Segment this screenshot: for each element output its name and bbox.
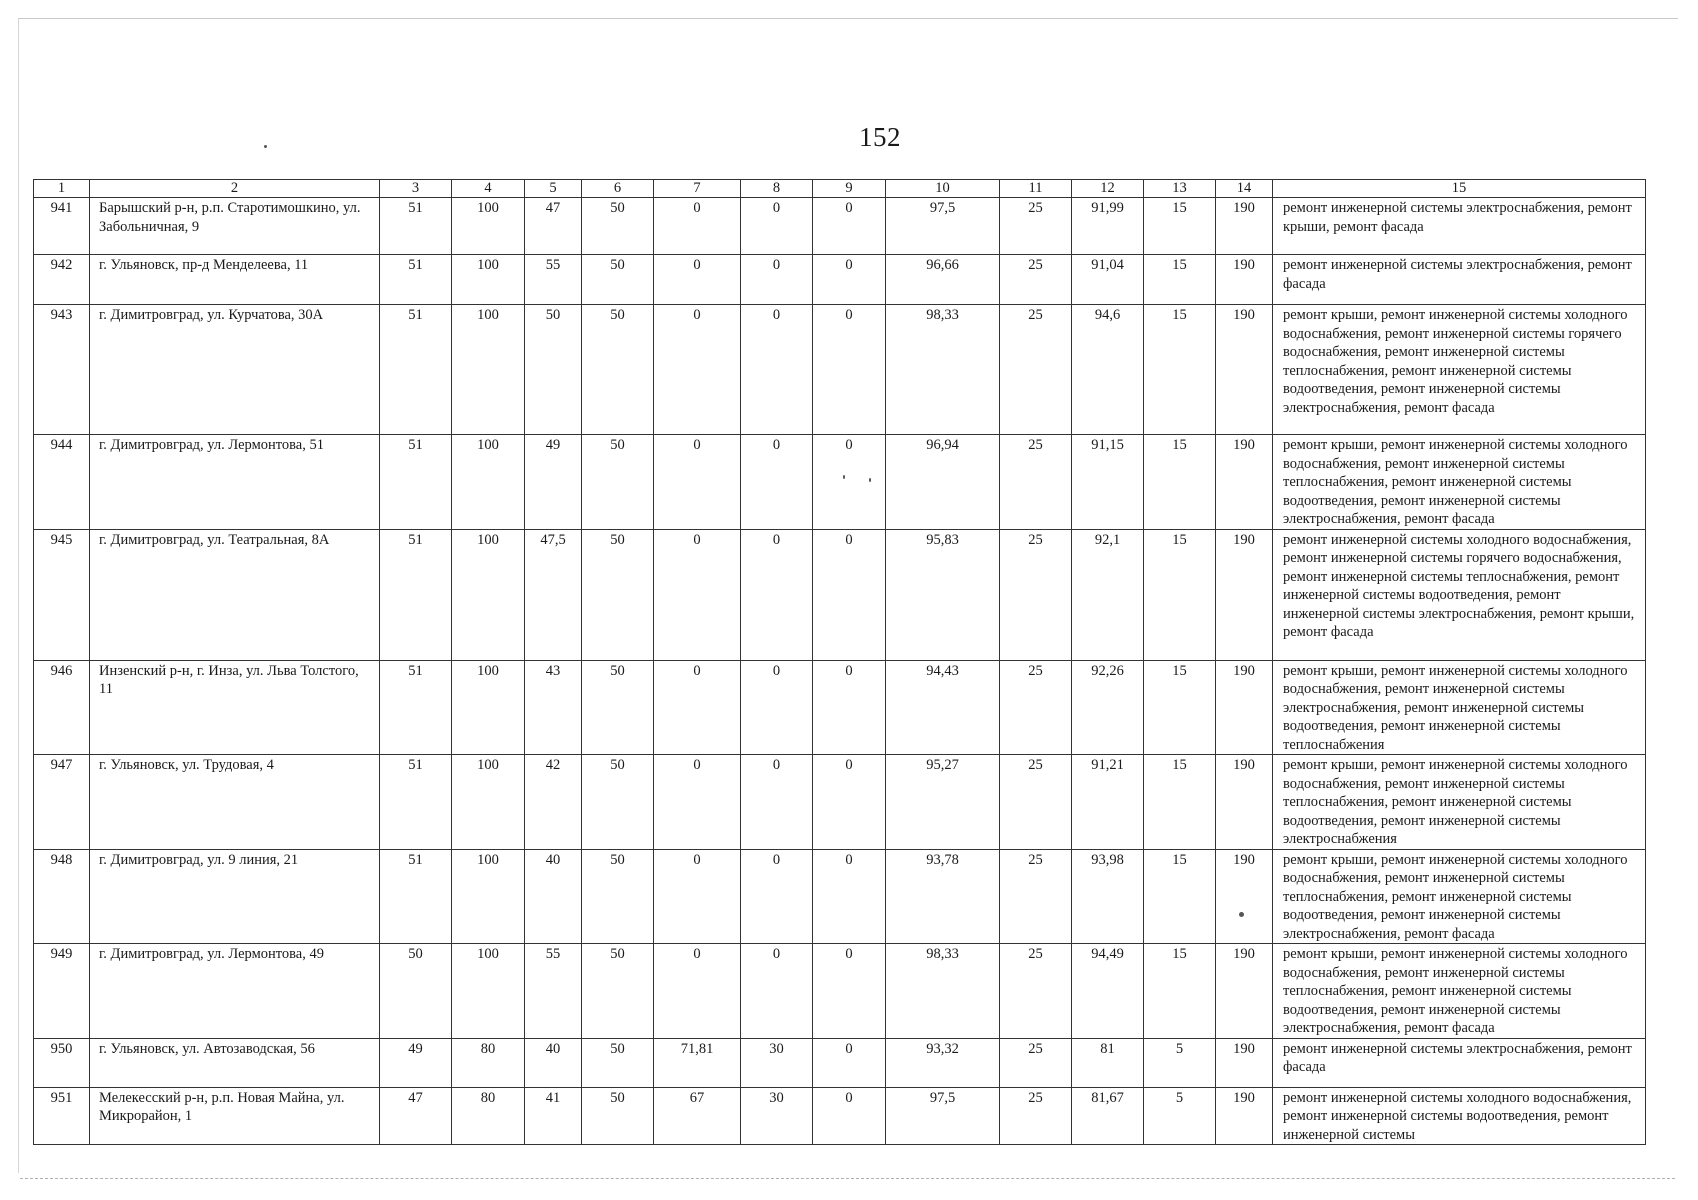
value-cell: 30 <box>741 1087 813 1145</box>
address-cell: г. Димитровград, ул. Лермонтова, 51 <box>90 435 380 530</box>
column-number-header: 14 <box>1216 180 1273 198</box>
value-cell: 98,33 <box>886 944 1000 1039</box>
value-cell: 50 <box>582 255 654 305</box>
address-cell: г. Димитровград, ул. 9 линия, 21 <box>90 849 380 944</box>
column-number-header: 8 <box>741 180 813 198</box>
address-cell: г. Ульяновск, ул. Трудовая, 4 <box>90 755 380 850</box>
table-row <box>34 1087 1646 1145</box>
column-number-header: 12 <box>1072 180 1144 198</box>
value-cell: 51 <box>380 660 452 755</box>
work-types-cell: ремонт крыши, ремонт инженерной системы холодного водоснабжения, ремонт инженерной системы теплоснабжения, ремонт инженерной системы водоотведения, ремонт инженерной системы электроснабжения, ремонт фасада <box>1273 435 1646 530</box>
value-cell: 50 <box>582 660 654 755</box>
scan-edge-left <box>18 18 19 1173</box>
value-cell: 0 <box>741 660 813 755</box>
address-cell: Барышский р-н, р.п. Старотимошкино, ул. Забольничная, 9 <box>90 198 380 255</box>
table-row <box>34 849 1646 944</box>
work-types-cell: ремонт крыши, ремонт инженерной системы холодного водоснабжения, ремонт инженерной системы теплоснабжения, ремонт инженерной системы водоотведения, ремонт инженерной системы электроснабжения <box>1273 755 1646 850</box>
value-cell: 49 <box>380 1038 452 1087</box>
column-number-header: 6 <box>582 180 654 198</box>
column-number-header: 11 <box>1000 180 1072 198</box>
value-cell: 0 <box>813 849 886 944</box>
value-cell: 5 <box>1144 1087 1216 1145</box>
table-row <box>34 435 1646 530</box>
value-cell: 0 <box>813 1038 886 1087</box>
value-cell: 51 <box>380 255 452 305</box>
value-cell: 100 <box>452 255 525 305</box>
value-cell: 190 <box>1216 198 1273 255</box>
value-cell: 67 <box>654 1087 741 1145</box>
table-row <box>34 1038 1646 1087</box>
scan-speck <box>869 478 871 482</box>
column-number-row <box>34 180 1646 198</box>
value-cell: 51 <box>380 529 452 660</box>
value-cell: 93,78 <box>886 849 1000 944</box>
value-cell: 92,26 <box>1072 660 1144 755</box>
value-cell: 25 <box>1000 529 1072 660</box>
value-cell: 25 <box>1000 435 1072 530</box>
table-body <box>34 198 1646 1145</box>
value-cell: 96,94 <box>886 435 1000 530</box>
value-cell: 93,98 <box>1072 849 1144 944</box>
table-row <box>34 529 1646 660</box>
value-cell: 100 <box>452 435 525 530</box>
value-cell: 25 <box>1000 755 1072 850</box>
value-cell: 15 <box>1144 755 1216 850</box>
table-row <box>34 255 1646 305</box>
value-cell: 94,43 <box>886 660 1000 755</box>
value-cell: 50 <box>582 198 654 255</box>
value-cell: 50 <box>582 1087 654 1145</box>
value-cell: 25 <box>1000 944 1072 1039</box>
value-cell: 96,66 <box>886 255 1000 305</box>
value-cell: 98,33 <box>886 305 1000 435</box>
address-cell: Мелекесский р-н, р.п. Новая Майна, ул. Микрорайон, 1 <box>90 1087 380 1145</box>
row-number-cell: 943 <box>34 305 90 435</box>
value-cell: 91,99 <box>1072 198 1144 255</box>
work-types-cell: ремонт крыши, ремонт инженерной системы холодного водоснабжения, ремонт инженерной системы горячего водоснабжения, ремонт инженерной системы теплоснабжения, ремонт инженерной системы водоотведения, ремонт инженерной системы электроснабжения, ремонт фасада <box>1273 305 1646 435</box>
value-cell: 0 <box>741 849 813 944</box>
row-number-cell: 950 <box>34 1038 90 1087</box>
work-types-cell: ремонт инженерной системы электроснабжения, ремонт крыши, ремонт фасада <box>1273 198 1646 255</box>
value-cell: 190 <box>1216 849 1273 944</box>
value-cell: 91,04 <box>1072 255 1144 305</box>
value-cell: 190 <box>1216 1087 1273 1145</box>
value-cell: 0 <box>654 529 741 660</box>
value-cell: 190 <box>1216 755 1273 850</box>
value-cell: 25 <box>1000 198 1072 255</box>
value-cell: 97,5 <box>886 1087 1000 1145</box>
value-cell: 51 <box>380 198 452 255</box>
value-cell: 47 <box>525 198 582 255</box>
value-cell: 51 <box>380 849 452 944</box>
value-cell: 41 <box>525 1087 582 1145</box>
value-cell: 42 <box>525 755 582 850</box>
value-cell: 80 <box>452 1087 525 1145</box>
value-cell: 50 <box>582 944 654 1039</box>
column-number-header: 10 <box>886 180 1000 198</box>
row-number-cell: 944 <box>34 435 90 530</box>
value-cell: 81 <box>1072 1038 1144 1087</box>
value-cell: 51 <box>380 755 452 850</box>
work-types-cell: ремонт крыши, ремонт инженерной системы холодного водоснабжения, ремонт инженерной системы теплоснабжения, ремонт инженерной системы водоотведения, ремонт инженерной системы электроснабжения, ремонт фасада <box>1273 849 1646 944</box>
row-number-cell: 951 <box>34 1087 90 1145</box>
value-cell: 0 <box>741 435 813 530</box>
address-cell: г. Ульяновск, пр-д Менделеева, 11 <box>90 255 380 305</box>
value-cell: 15 <box>1144 529 1216 660</box>
value-cell: 100 <box>452 660 525 755</box>
value-cell: 51 <box>380 435 452 530</box>
work-types-cell: ремонт инженерной системы холодного водоснабжения, ремонт инженерной системы водоотведения, ремонт инженерной системы <box>1273 1087 1646 1145</box>
table-row <box>34 660 1646 755</box>
value-cell: 100 <box>452 305 525 435</box>
value-cell: 43 <box>525 660 582 755</box>
value-cell: 15 <box>1144 305 1216 435</box>
column-number-header: 5 <box>525 180 582 198</box>
row-number-cell: 946 <box>34 660 90 755</box>
value-cell: 55 <box>525 255 582 305</box>
value-cell: 15 <box>1144 255 1216 305</box>
scan-edge-bottom <box>20 1178 1675 1179</box>
value-cell: 100 <box>452 944 525 1039</box>
column-number-header: 7 <box>654 180 741 198</box>
value-cell: 0 <box>741 198 813 255</box>
value-cell: 190 <box>1216 435 1273 530</box>
value-cell: 0 <box>741 529 813 660</box>
value-cell: 0 <box>654 755 741 850</box>
value-cell: 80 <box>452 1038 525 1087</box>
address-cell: г. Ульяновск, ул. Автозаводская, 56 <box>90 1038 380 1087</box>
value-cell: 30 <box>741 1038 813 1087</box>
column-number-header: 13 <box>1144 180 1216 198</box>
value-cell: 0 <box>654 435 741 530</box>
column-number-header: 9 <box>813 180 886 198</box>
value-cell: 94,6 <box>1072 305 1144 435</box>
value-cell: 25 <box>1000 255 1072 305</box>
value-cell: 15 <box>1144 435 1216 530</box>
value-cell: 0 <box>813 755 886 850</box>
table-row <box>34 198 1646 255</box>
value-cell: 0 <box>654 198 741 255</box>
value-cell: 0 <box>741 755 813 850</box>
value-cell: 15 <box>1144 198 1216 255</box>
value-cell: 25 <box>1000 1087 1072 1145</box>
table-row <box>34 755 1646 850</box>
work-types-cell: ремонт крыши, ремонт инженерной системы холодного водоснабжения, ремонт инженерной системы электроснабжения, ремонт инженерной системы водоотведения, ремонт инженерной системы теплоснабжения <box>1273 660 1646 755</box>
value-cell: 0 <box>654 849 741 944</box>
table-row <box>34 305 1646 435</box>
value-cell: 50 <box>582 755 654 850</box>
value-cell: 25 <box>1000 660 1072 755</box>
work-types-cell: ремонт инженерной системы электроснабжения, ремонт фасада <box>1273 255 1646 305</box>
value-cell: 47,5 <box>525 529 582 660</box>
row-number-cell: 947 <box>34 755 90 850</box>
address-cell: г. Димитровград, ул. Лермонтова, 49 <box>90 944 380 1039</box>
value-cell: 0 <box>813 1087 886 1145</box>
housing-register-table <box>33 179 1646 1145</box>
value-cell: 15 <box>1144 849 1216 944</box>
value-cell: 190 <box>1216 944 1273 1039</box>
value-cell: 190 <box>1216 1038 1273 1087</box>
value-cell: 91,15 <box>1072 435 1144 530</box>
value-cell: 50 <box>582 529 654 660</box>
value-cell: 94,49 <box>1072 944 1144 1039</box>
value-cell: 0 <box>813 198 886 255</box>
value-cell: 25 <box>1000 1038 1072 1087</box>
value-cell: 190 <box>1216 255 1273 305</box>
row-number-cell: 949 <box>34 944 90 1039</box>
value-cell: 50 <box>582 435 654 530</box>
value-cell: 95,27 <box>886 755 1000 850</box>
row-number-cell: 942 <box>34 255 90 305</box>
column-number-header: 1 <box>34 180 90 198</box>
value-cell: 40 <box>525 1038 582 1087</box>
value-cell: 47 <box>380 1087 452 1145</box>
value-cell: 100 <box>452 849 525 944</box>
value-cell: 0 <box>654 660 741 755</box>
value-cell: 0 <box>741 305 813 435</box>
value-cell: 190 <box>1216 529 1273 660</box>
value-cell: 15 <box>1144 944 1216 1039</box>
value-cell: 190 <box>1216 660 1273 755</box>
address-cell: г. Димитровград, ул. Театральная, 8А <box>90 529 380 660</box>
scan-speck <box>843 475 845 479</box>
value-cell: 100 <box>452 198 525 255</box>
row-number-cell: 945 <box>34 529 90 660</box>
value-cell: 0 <box>813 944 886 1039</box>
value-cell: 71,81 <box>654 1038 741 1087</box>
value-cell: 97,5 <box>886 198 1000 255</box>
column-number-header: 3 <box>380 180 452 198</box>
value-cell: 92,1 <box>1072 529 1144 660</box>
value-cell: 0 <box>813 435 886 530</box>
value-cell: 0 <box>813 660 886 755</box>
value-cell: 50 <box>380 944 452 1039</box>
value-cell: 50 <box>582 305 654 435</box>
work-types-cell: ремонт инженерной системы электроснабжения, ремонт фасада <box>1273 1038 1646 1087</box>
row-number-cell: 941 <box>34 198 90 255</box>
column-number-header: 4 <box>452 180 525 198</box>
value-cell: 95,83 <box>886 529 1000 660</box>
value-cell: 25 <box>1000 849 1072 944</box>
column-number-header: 15 <box>1273 180 1646 198</box>
value-cell: 49 <box>525 435 582 530</box>
value-cell: 0 <box>813 255 886 305</box>
value-cell: 0 <box>654 305 741 435</box>
value-cell: 15 <box>1144 660 1216 755</box>
value-cell: 50 <box>525 305 582 435</box>
row-number-cell: 948 <box>34 849 90 944</box>
value-cell: 5 <box>1144 1038 1216 1087</box>
page-number: 152 <box>859 122 901 152</box>
address-cell: г. Димитровград, ул. Курчатова, 30А <box>90 305 380 435</box>
scan-speck <box>264 145 267 148</box>
scan-edge-top <box>18 18 1678 19</box>
value-cell: 25 <box>1000 305 1072 435</box>
value-cell: 93,32 <box>886 1038 1000 1087</box>
value-cell: 55 <box>525 944 582 1039</box>
value-cell: 0 <box>654 944 741 1039</box>
scan-speck <box>1239 912 1244 917</box>
value-cell: 81,67 <box>1072 1087 1144 1145</box>
value-cell: 50 <box>582 849 654 944</box>
work-types-cell: ремонт инженерной системы холодного водоснабжения, ремонт инженерной системы горячего водоснабжения, ремонт инженерной системы теплоснабжения, ремонт инженерной системы водоотведения, ремонт инженерной системы электроснабжения, ремонт крыши, ремонт фасада <box>1273 529 1646 660</box>
value-cell: 0 <box>813 529 886 660</box>
value-cell: 91,21 <box>1072 755 1144 850</box>
value-cell: 100 <box>452 755 525 850</box>
value-cell: 51 <box>380 305 452 435</box>
table-row <box>34 944 1646 1039</box>
address-cell: Инзенский р-н, г. Инза, ул. Льва Толстого, 11 <box>90 660 380 755</box>
column-number-header: 2 <box>90 180 380 198</box>
value-cell: 0 <box>654 255 741 305</box>
value-cell: 50 <box>582 1038 654 1087</box>
value-cell: 0 <box>813 305 886 435</box>
value-cell: 0 <box>741 944 813 1039</box>
value-cell: 40 <box>525 849 582 944</box>
value-cell: 190 <box>1216 305 1273 435</box>
work-types-cell: ремонт крыши, ремонт инженерной системы холодного водоснабжения, ремонт инженерной системы теплоснабжения, ремонт инженерной системы водоотведения, ремонт инженерной системы электроснабжения, ремонт фасада <box>1273 944 1646 1039</box>
value-cell: 0 <box>741 255 813 305</box>
value-cell: 100 <box>452 529 525 660</box>
